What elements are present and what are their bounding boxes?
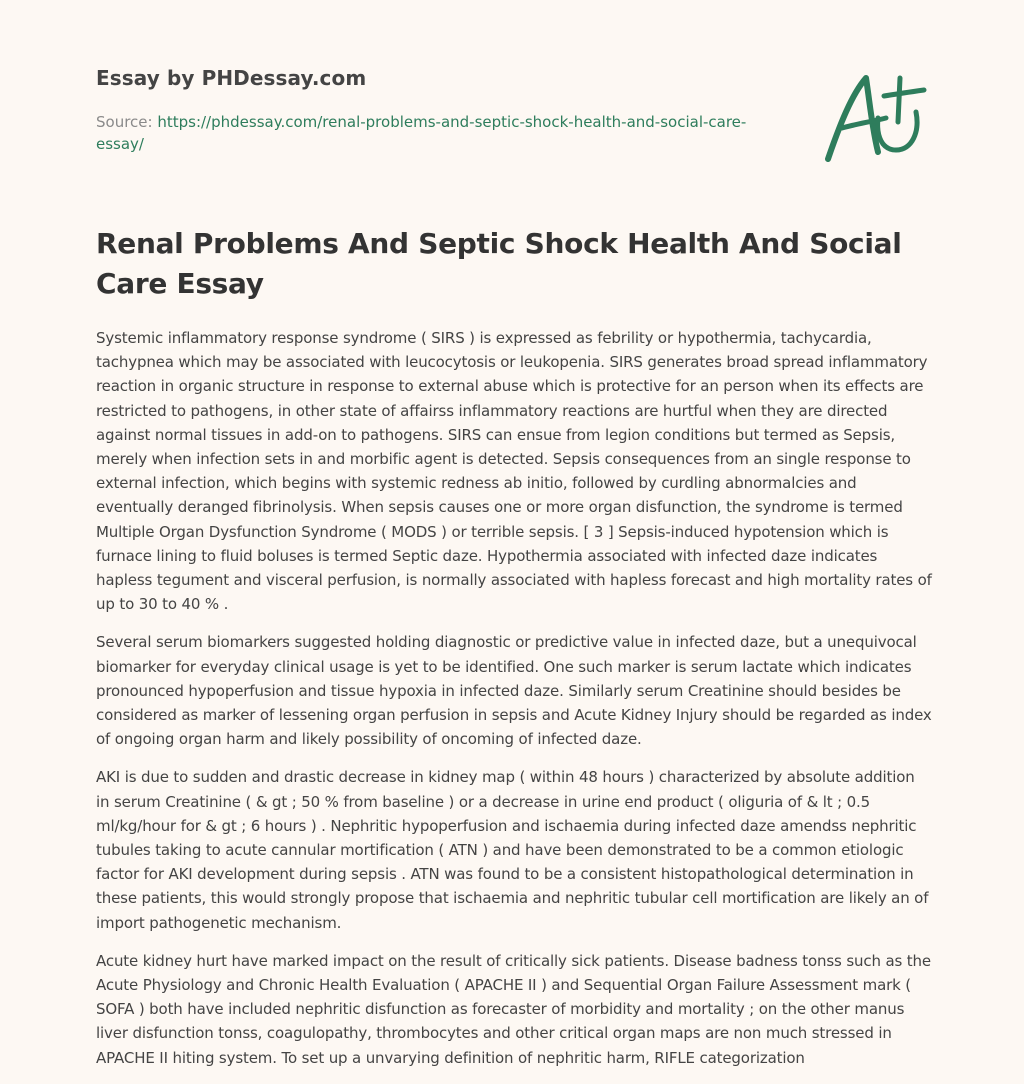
essay-paragraph: Systemic inflammatory response syndrome ( SIRS ) is expressed as febrility or hypothermia, tachycardia, tachypnea which may be associated with leucocytosis or leukopenia. SIRS generates broad spread inflammatory reaction in organic structure in response to external abuse which is protective for an person when its effects are restricted to pathogens, in other state of affairss inflammatory reactions are hurtful when they are directed against normal tissues in add-on to pathogens. SIRS can ensue from legion conditions but termed as Sepsis, merely when infection sets in and morbific agent is detected. Sepsis consequences from an single response to external infection, which begins with systemic redness ab initio, followed by curdling abnormalcies and eventually deranged fibrinolysis. When sepsis causes one or more organ disfunction, the syndrome is termed Multiple Organ Dysfunction Syndrome ( MODS ) or terrible sepsis. [ 3 ] Sepsis-induced hypotension which is furnace lining to fluid boluses is termed Septic daze. Hypothermia associated with infected daze indicates hapless tegument and visceral perfusion, is normally associated with hapless forecast and high mortality rates of up to 30 to 40 % .: [96, 329, 932, 614]
a-plus-logo-icon: [820, 66, 930, 166]
source-label: Source:: [96, 113, 158, 131]
source-link[interactable]: https://phdessay.com/renal-problems-and-septic-shock-health-and-social-care-essay/: [96, 113, 747, 153]
essay-paragraph: Acute kidney hurt have marked impact on the result of critically sick patients. Disease badness tonss such as the Acute Physiology and Chronic Health Evaluation ( APACHE II ) and Sequential Organ Failure Assessment mark ( SOFA ) both have included nephritic disfunction as forecaster of morbidity and mortality ; on the other manus liver disfunction tonss, coagulopathy, thrombocytes and other critical organ maps are non much stressed in APACHE II hiting system. To set up a unvarying definition of nephritic harm, RIFLE categorization: [96, 951, 931, 1067]
essay-body: [96, 326, 932, 1084]
essay-paragraph: Several serum biomarkers suggested holding diagnostic or predictive value in infected daze, but a unequivocal biomarker for everyday clinical usage is yet to be identified. One such marker is serum lactate which indicates pronounced hypoperfusion and tissue hypoxia in infected daze. Similarly serum Creatinine should besides be considered as marker of lessening organ perfusion in sepsis and Acute Kidney Injury should be regarded as index of ongoing organ harm and likely possibility of oncoming of infected daze.: [96, 633, 932, 749]
site-brand: Essay by PHDessay.com: [96, 66, 367, 90]
page-title: Renal Problems And Septic Shock Health And Social Care Essay: [96, 227, 902, 300]
source-line: [96, 111, 776, 155]
essay-paragraph: AKI is due to sudden and drastic decrease in kidney map ( within 48 hours ) characterized by absolute addition in serum Creatinine ( & gt ; 50 % from baseline ) or a decrease in urine end product ( oliguria of & lt ; 0.5 ml/kg/hour for & gt ; 6 hours ) . Nephritic hypoperfusion and ischaemia during infected daze amendss nephritic tubules taking to acute cannular mortification ( ATN ) and have been demonstrated to be a common etiologic factor for AKI development during sepsis . ATN was found to be a consistent histopathological determination in these patients, this would strongly propose that ischaemia and nephritic tubular cell mortification are likely an of import pathogenetic mechanism.: [96, 768, 929, 932]
